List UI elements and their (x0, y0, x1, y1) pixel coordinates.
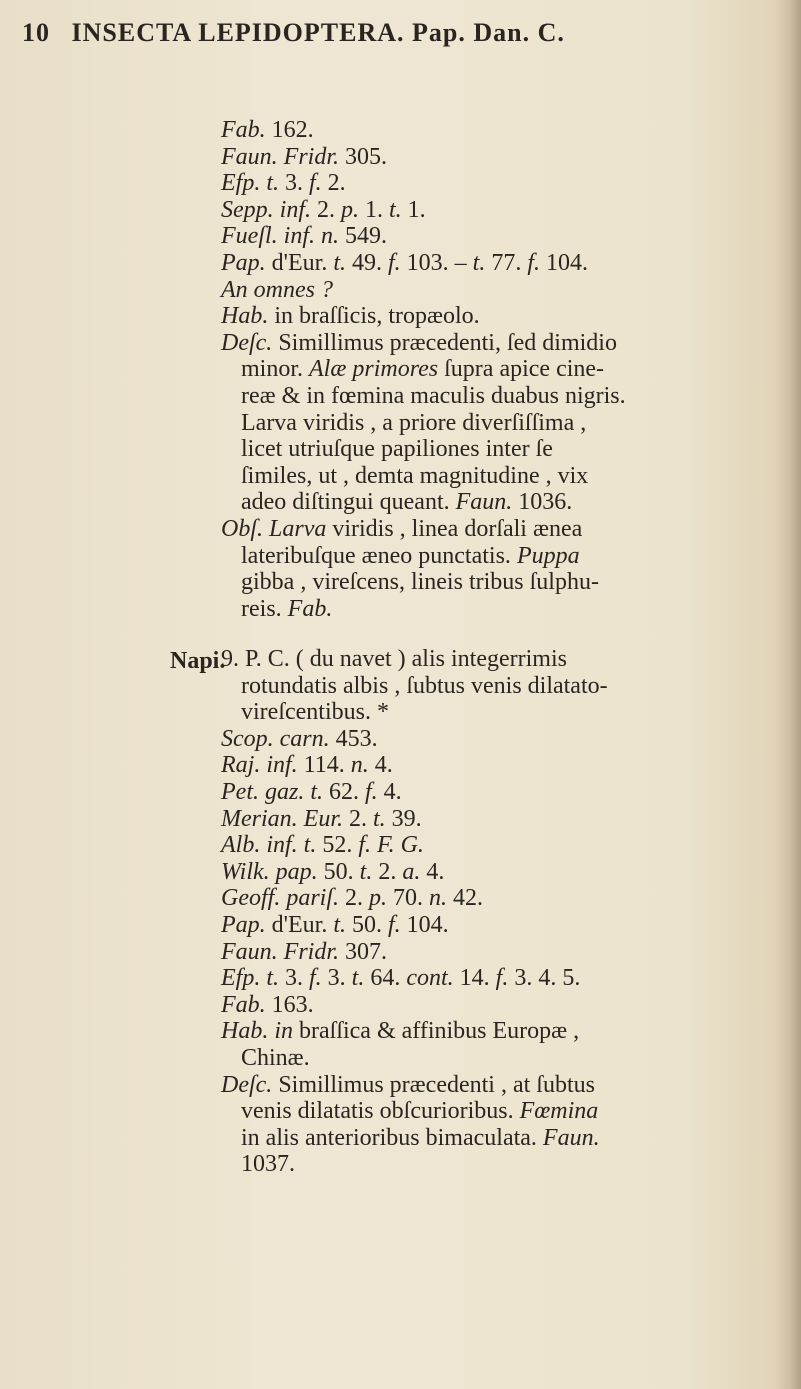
text-segment: 62. (323, 778, 365, 805)
text-segment: f. (309, 965, 322, 992)
text-line (221, 912, 776, 939)
text-segment: 2. (321, 170, 346, 197)
text-line (221, 436, 776, 463)
text-segment: 307. (339, 938, 388, 965)
text-segment: An omnes ? (221, 276, 333, 303)
text-line (221, 277, 776, 304)
text-segment: 549. (338, 223, 387, 250)
text-segment: 453. (329, 725, 378, 752)
text-segment: 42. (447, 885, 483, 912)
text-segment: 50. (346, 911, 388, 938)
text-line (221, 1151, 776, 1178)
text-segment: Fab. (287, 595, 333, 622)
text-segment: 3. 4. 5. (508, 965, 581, 992)
text-line (221, 673, 776, 700)
text-segment: t. (333, 249, 346, 276)
text-line (221, 699, 776, 726)
text-segment: 103. – (400, 249, 473, 276)
text-segment: 64. (364, 965, 407, 992)
text-segment: 70. (387, 885, 429, 912)
text-segment: gibba , vireſcens, lineis tribus ſulphu- (241, 569, 599, 596)
text-segment: Efp. t. (221, 965, 279, 992)
text-segment: 162. (265, 117, 314, 143)
text-segment: Alæ primores (309, 356, 439, 383)
text-segment: Puppa (516, 542, 580, 569)
text-segment: Simillimus præcedenti, ſed dimidio (272, 329, 617, 356)
text-segment: 49. (346, 249, 388, 276)
text-segment: 1. (401, 196, 426, 223)
text-line (221, 832, 776, 859)
text-line (221, 463, 776, 490)
text-segment: ſimiles, ut , demta magnitudine , vix (241, 462, 589, 489)
running-title: INSECTA LEPIDOPTERA. Pap. Dan. C. (71, 18, 565, 47)
entry-napi (221, 646, 776, 1178)
running-header (22, 18, 782, 48)
text-segment: f. (388, 911, 401, 938)
text-segment: 77. (485, 249, 528, 276)
text-line (221, 1125, 776, 1152)
text-segment: 39. (385, 805, 422, 832)
text-line (221, 992, 776, 1019)
text-segment: Faun. (455, 489, 513, 516)
text-segment: Deſc. (221, 1071, 273, 1098)
text-segment: 52. (316, 832, 359, 859)
text-segment: 3. (279, 965, 309, 992)
text-line (221, 117, 776, 144)
text-segment: 4. (377, 778, 402, 805)
text-segment: Pap. (221, 911, 266, 938)
text-segment: Fœmina (519, 1098, 599, 1125)
text-line (221, 1045, 776, 1072)
text-segment: Simillimus præcedenti , at ſubtus (272, 1071, 595, 1098)
page-edge-shadow (775, 0, 801, 1389)
text-segment: cont. (406, 965, 454, 992)
text-segment: Fab. (221, 117, 266, 143)
text-segment: n. (350, 752, 369, 779)
text-segment: 163. (265, 991, 314, 1018)
text-segment: venis dilatatis obſcurioribus. (241, 1098, 520, 1125)
text-segment: 3. (279, 170, 309, 197)
text-segment: 50. (317, 858, 360, 885)
text-segment: licet utriuſque papiliones inter ſe (241, 436, 553, 463)
text-segment: Obſ. Larva (221, 515, 327, 542)
text-segment: Deſc. (221, 329, 273, 356)
page-number: 10 (22, 18, 50, 47)
text-segment: Merian. Eur. (221, 805, 343, 832)
text-line (221, 859, 776, 886)
text-segment: 104. (540, 249, 589, 276)
text-segment: in braſſicis, tropæolo. (268, 303, 480, 330)
text-segment: reæ & in fœmina maculis duabus nigris. (241, 382, 626, 409)
text-segment: n. (429, 885, 447, 912)
text-segment: Faun. Fridr. (221, 938, 340, 965)
text-segment: Alb. inf. t. (221, 832, 317, 859)
text-segment: f. (365, 778, 378, 805)
text-segment: f. (388, 249, 401, 276)
text-line (221, 144, 776, 171)
text-line (221, 170, 776, 197)
text-segment: Hab. (221, 303, 269, 330)
text-segment: 2. (343, 805, 373, 832)
text-line (221, 356, 776, 383)
text-line (221, 489, 776, 516)
text-segment: Efp. t. (221, 170, 279, 197)
text-segment: t. (333, 911, 346, 938)
text-segment: a. (402, 858, 421, 885)
text-segment: Pet. gaz. t. (221, 778, 323, 805)
text-line (221, 303, 776, 330)
text-line (221, 965, 776, 992)
text-segment: d'Eur. (265, 911, 334, 938)
text-segment: Scop. carn. (221, 725, 330, 752)
text-line (221, 197, 776, 224)
text-line (221, 569, 776, 596)
text-segment: p. (369, 885, 387, 912)
text-segment: Faun. Fridr. (221, 143, 340, 170)
text-segment: 104. (400, 911, 449, 938)
text-line (221, 806, 776, 833)
text-line (221, 752, 776, 779)
text-segment: t. (373, 805, 386, 832)
text-segment: f. (527, 249, 541, 276)
text-segment: adeo diſtingui queant. (241, 489, 456, 516)
text-segment: f. (309, 170, 322, 197)
text-segment: p. (341, 196, 359, 223)
text-line (221, 726, 776, 753)
text-line (221, 1018, 776, 1045)
text-line (221, 779, 776, 806)
text-segment: Hab. in (221, 1018, 293, 1045)
text-segment: reis. (241, 595, 288, 622)
text-segment: Fab. (221, 991, 266, 1018)
text-segment: 9. P. C. ( du navet ) alis integerrimis (221, 646, 567, 672)
text-segment: t. (359, 858, 373, 885)
entry-brassicae (221, 117, 776, 622)
text-line (221, 1098, 776, 1125)
text-segment: Faun. (542, 1124, 600, 1151)
text-segment: in alis anterioribus bimaculata. (241, 1124, 543, 1151)
text-line (221, 543, 776, 570)
text-segment: lateribuſque æneo punctatis. (241, 542, 517, 569)
text-line (221, 596, 776, 623)
text-segment: Geoff. pariſ. (221, 885, 339, 912)
text-segment: Wilk. pap. (221, 858, 318, 885)
text-line (221, 646, 776, 673)
text-segment: vireſcentibus. * (241, 699, 389, 726)
text-segment: 14. (453, 965, 496, 992)
text-segment: 4. (368, 752, 393, 779)
text-segment: 1037. (241, 1151, 295, 1178)
text-segment: f. F. G. (358, 832, 424, 859)
text-line (221, 250, 776, 277)
text-segment: ſupra apice cine- (438, 356, 605, 383)
text-segment: minor. (241, 356, 310, 383)
text-segment: t. (351, 965, 365, 992)
text-segment: 1036. (512, 489, 573, 516)
text-line (221, 383, 776, 410)
text-segment: Pap. (221, 249, 266, 276)
text-segment: 2. (311, 196, 341, 223)
text-line (221, 516, 776, 543)
text-segment: Larva viridis , a priore diverſiſſima , (241, 409, 587, 436)
text-segment: 114. (297, 752, 351, 779)
text-line (221, 330, 776, 357)
text-segment: 2. (339, 885, 369, 912)
text-segment: f. (495, 965, 509, 992)
text-segment: 305. (339, 143, 388, 170)
text-segment: viridis , linea dorſali ænea (326, 515, 583, 542)
text-segment: Raj. inf. (221, 752, 298, 779)
text-segment: d'Eur. (265, 249, 334, 276)
text-segment: braſſica & affinibus Europæ , (293, 1018, 580, 1045)
text-segment: Chinæ. (241, 1044, 310, 1071)
text-line (221, 939, 776, 966)
text-line (221, 410, 776, 437)
text-segment: t. (472, 249, 486, 276)
text-segment: Sepp. inf. (221, 196, 311, 223)
text-segment: 1. (359, 196, 389, 223)
text-segment: rotundatis albis , ſubtus venis dilatato- (241, 672, 608, 699)
text-segment: 3. (321, 965, 352, 992)
text-segment: 2. (372, 858, 403, 885)
margin-label-napi: Napi. (170, 648, 226, 674)
text-segment: 4. (420, 858, 445, 885)
text-line (221, 1072, 776, 1099)
text-line (221, 223, 776, 250)
text-segment: Fueſl. inf. n. (221, 223, 339, 250)
text-segment: t. (389, 196, 402, 223)
text-line (221, 885, 776, 912)
